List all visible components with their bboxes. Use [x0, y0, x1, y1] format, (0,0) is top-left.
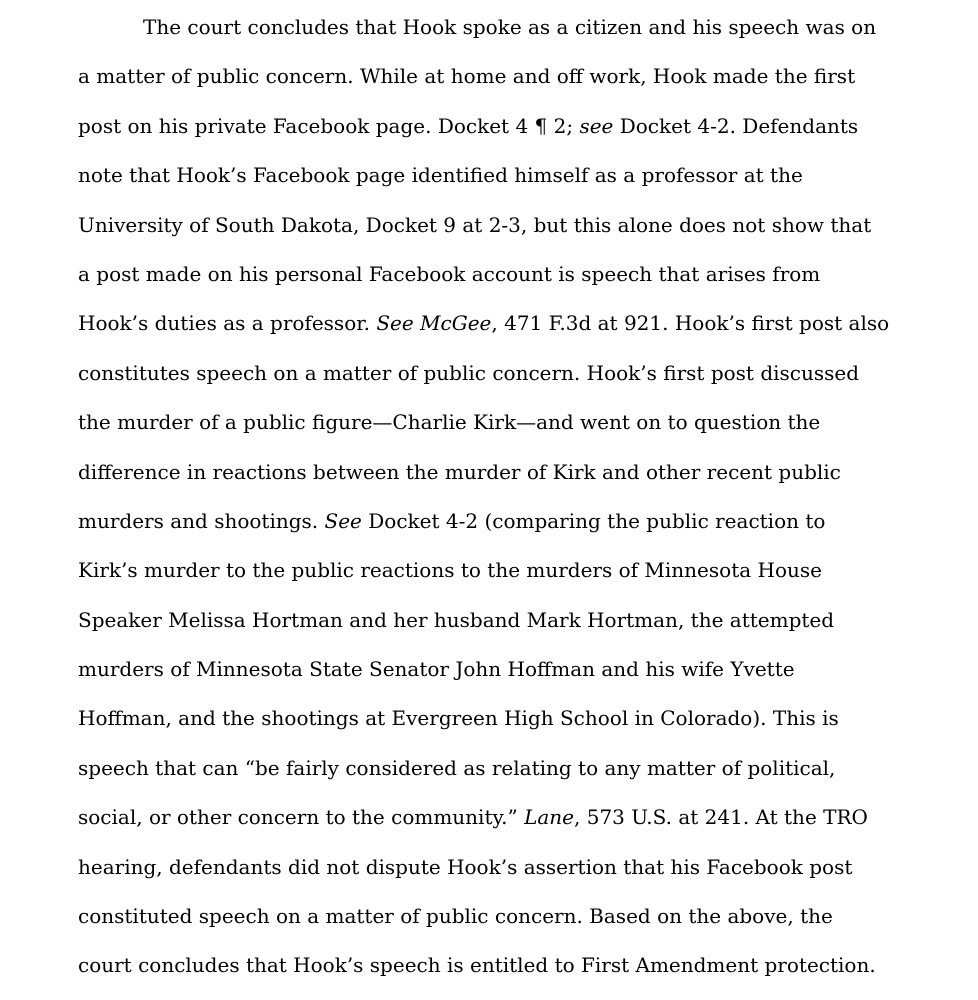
text-line	[78, 941, 938, 990]
text-line	[78, 52, 938, 101]
text-run: Hook’s duties as a professor.	[78, 311, 377, 336]
text-run: the murder of a public figure—Charlie Kirk—and went on to question the	[78, 410, 821, 435]
text-run: note that Hook’s Facebook page identified himself as a professor at the	[78, 163, 803, 188]
text-run: Kirk’s murder to the public reactions to the murders of Minnesota House	[78, 558, 822, 583]
text-line	[78, 645, 938, 694]
text-run: constituted speech on a matter of public concern. Based on the above, the	[78, 904, 833, 929]
italic-citation: Lane	[524, 805, 574, 830]
text-run: murders and shootings.	[78, 508, 325, 533]
text-line	[78, 546, 938, 595]
text-run: a matter of public concern. While at home and off work, Hook made the first	[78, 64, 856, 89]
text-run: University of South Dakota, Docket 9 at 2-3, but this alone does not show that	[78, 212, 872, 237]
text-run: , 471 F.3d at 921. Hook’s first post also	[491, 311, 890, 336]
text-run: The court concludes that Hook spoke as a citizen and his speech was on	[143, 15, 877, 39]
italic-citation: See	[324, 508, 362, 533]
text-run: difference in reactions between the murder of Kirk and other recent public	[78, 459, 841, 484]
text-run: speech that can “be fairly considered as relating to any matter of political,	[78, 755, 836, 780]
text-line	[78, 448, 938, 497]
text-line	[78, 793, 938, 842]
opinion-paragraph	[78, 3, 938, 991]
text-line	[78, 744, 938, 793]
text-run: murders of Minnesota State Senator John Hoffman and his wife Yvette	[78, 657, 795, 682]
text-run: post on his private Facebook page. Docket 4 ¶ 2;	[78, 113, 580, 138]
text-run: hearing, defendants did not dispute Hook’s assertion that his Facebook post	[78, 854, 853, 879]
text-run: Speaker Melissa Hortman and her husband Mark Hortman, the attempted	[78, 607, 835, 632]
text-line	[78, 3, 938, 52]
text-run: , 573 U.S. at 241. At the TRO	[574, 805, 868, 830]
text-line	[78, 694, 938, 743]
italic-citation: See McGee	[376, 311, 492, 336]
text-line	[78, 201, 938, 250]
text-run: social, or other concern to the community.”	[78, 805, 525, 830]
text-run: constitutes speech on a matter of public concern. Hook’s first post discussed	[78, 360, 860, 385]
text-line	[78, 398, 938, 447]
text-line	[78, 151, 938, 200]
text-run: a post made on his personal Facebook account is speech that arises from	[78, 261, 821, 286]
italic-citation: see	[579, 113, 614, 138]
text-run: Hoffman, and the shootings at Evergreen High School in Colorado). This is	[78, 706, 839, 731]
text-line	[78, 102, 938, 151]
text-line	[78, 892, 938, 941]
text-run: Docket 4-2 (comparing the public reaction to	[361, 508, 826, 533]
text-line	[78, 843, 938, 892]
text-run: court concludes that Hook’s speech is entitled to First Amendment protection.	[78, 953, 876, 978]
text-line	[78, 250, 938, 299]
text-line	[78, 349, 938, 398]
text-run: Docket 4-2. Defendants	[613, 113, 859, 138]
text-line	[78, 497, 938, 546]
text-line	[78, 299, 938, 348]
text-line	[78, 596, 938, 645]
